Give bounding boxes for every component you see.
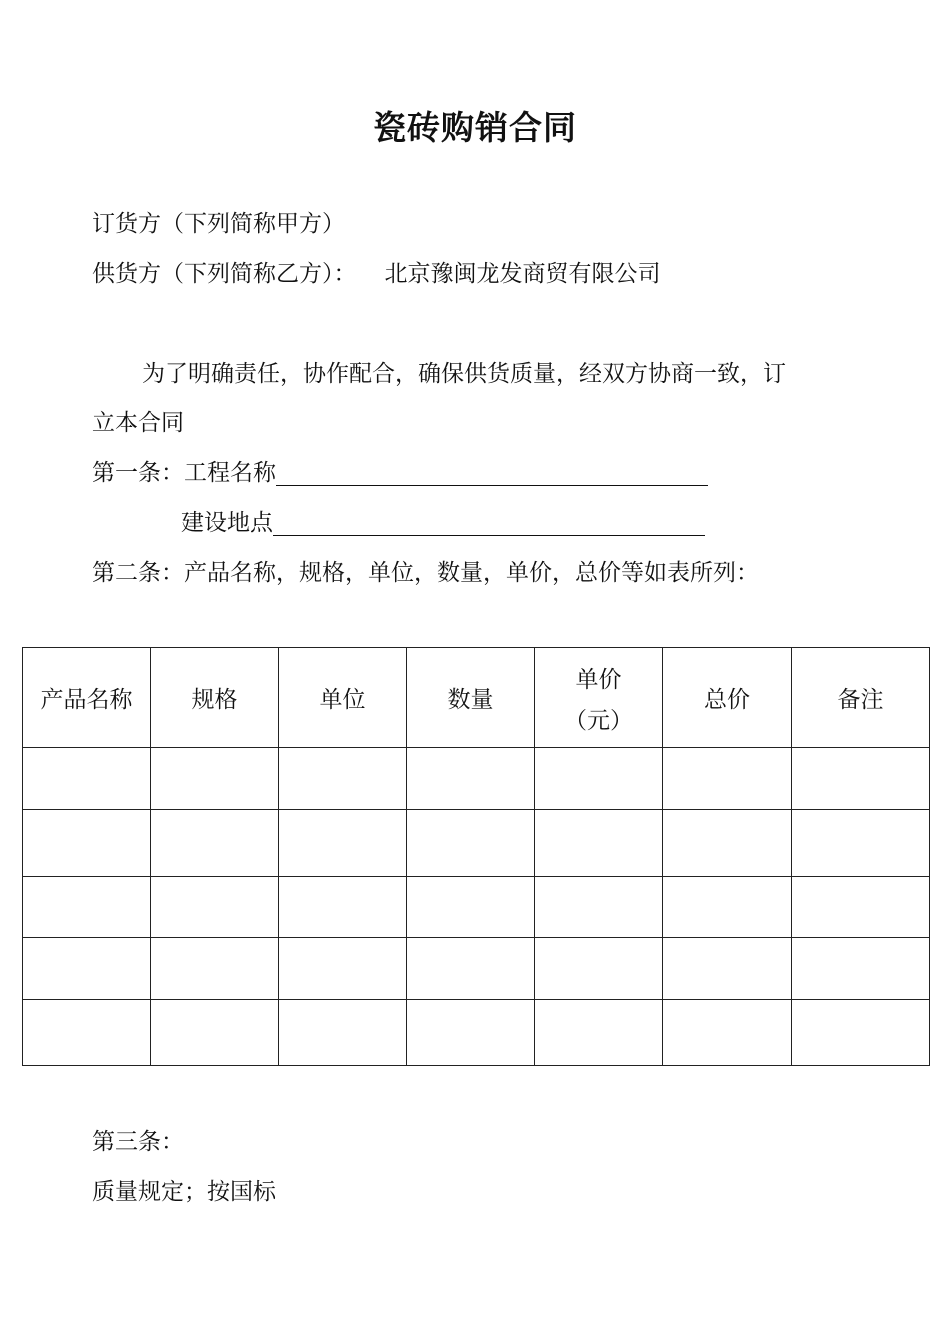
table-cell[interactable] <box>151 810 279 877</box>
table-row <box>23 938 930 1000</box>
table-cell[interactable] <box>23 810 151 877</box>
quality-text: 质量规定；按国标 <box>92 1179 276 1205</box>
table-cell[interactable] <box>663 810 792 877</box>
table-cell[interactable] <box>535 810 663 877</box>
header-label: 规格 <box>191 687 238 713</box>
table-cell[interactable] <box>279 748 407 810</box>
supplier-name: 北京豫闽龙发商贸有限公司 <box>384 261 661 287</box>
header-unit-price-currency: （元） <box>564 707 633 734</box>
table-cell[interactable] <box>792 877 930 938</box>
table-cell[interactable] <box>663 938 792 1000</box>
header-unit <box>279 648 407 748</box>
table-cell[interactable] <box>407 1000 535 1066</box>
header-unit-price <box>535 648 663 748</box>
table-cell[interactable] <box>792 810 930 877</box>
table-cell[interactable] <box>792 1000 930 1066</box>
table-cell[interactable] <box>151 877 279 938</box>
table-cell[interactable] <box>663 877 792 938</box>
header-spec <box>151 648 279 748</box>
table-row <box>23 1000 930 1066</box>
table-cell[interactable] <box>23 938 151 1000</box>
header-label: 产品名称 <box>40 687 133 713</box>
supplier-label: 供货方（下列简称乙方）： <box>92 261 357 287</box>
table-cell[interactable] <box>151 938 279 1000</box>
intro-line-1: 为了明确责任，协作配合，确保供货质量，经双方协商一致，订 <box>142 361 786 387</box>
header-label: 单位 <box>319 687 366 713</box>
table-cell[interactable] <box>663 1000 792 1066</box>
table-cell[interactable] <box>663 748 792 810</box>
table-cell[interactable] <box>535 877 663 938</box>
header-label: 备注 <box>837 687 884 713</box>
table-cell[interactable] <box>151 1000 279 1066</box>
table-cell[interactable] <box>535 748 663 810</box>
intro-line-2: 立本合同 <box>92 410 184 436</box>
table-cell[interactable] <box>407 938 535 1000</box>
header-total <box>663 648 792 748</box>
contract-title: 瓷砖购销合同 <box>373 108 577 147</box>
article-1-label: 第一条：工程名称 <box>92 460 276 486</box>
supplier-line <box>92 258 661 290</box>
table-cell[interactable] <box>407 810 535 877</box>
article-1-line <box>92 457 708 489</box>
header-quantity <box>407 648 535 748</box>
header-label: 单价 <box>575 666 622 693</box>
table-cell[interactable] <box>407 748 535 810</box>
project-name-blank[interactable] <box>276 457 708 486</box>
table-cell[interactable] <box>792 748 930 810</box>
header-label: 数量 <box>447 687 494 713</box>
table-cell[interactable] <box>23 748 151 810</box>
product-table <box>22 647 930 1066</box>
table-cell[interactable] <box>23 877 151 938</box>
table-cell[interactable] <box>279 938 407 1000</box>
site-location-blank[interactable] <box>273 507 705 536</box>
table-cell[interactable] <box>535 1000 663 1066</box>
table-cell[interactable] <box>151 748 279 810</box>
site-label: 建设地点 <box>181 510 273 536</box>
table-cell[interactable] <box>279 877 407 938</box>
table-row <box>23 748 930 810</box>
table-cell[interactable] <box>279 1000 407 1066</box>
table-cell[interactable] <box>535 938 663 1000</box>
table-cell[interactable] <box>23 1000 151 1066</box>
header-label: 总价 <box>704 687 750 713</box>
table-cell[interactable] <box>279 810 407 877</box>
table-row <box>23 810 930 877</box>
table-header-row <box>23 648 930 748</box>
table-cell[interactable] <box>407 877 535 938</box>
table-row <box>23 877 930 938</box>
header-product-name <box>23 648 151 748</box>
site-line <box>181 507 705 539</box>
table-cell[interactable] <box>792 938 930 1000</box>
article-2-text: 第二条：产品名称，规格，单位，数量，单价，总价等如表所列： <box>92 560 759 586</box>
header-remarks <box>792 648 930 748</box>
article-3-label: 第三条： <box>92 1129 184 1155</box>
buyer-line: 订货方（下列简称甲方） <box>92 211 345 237</box>
